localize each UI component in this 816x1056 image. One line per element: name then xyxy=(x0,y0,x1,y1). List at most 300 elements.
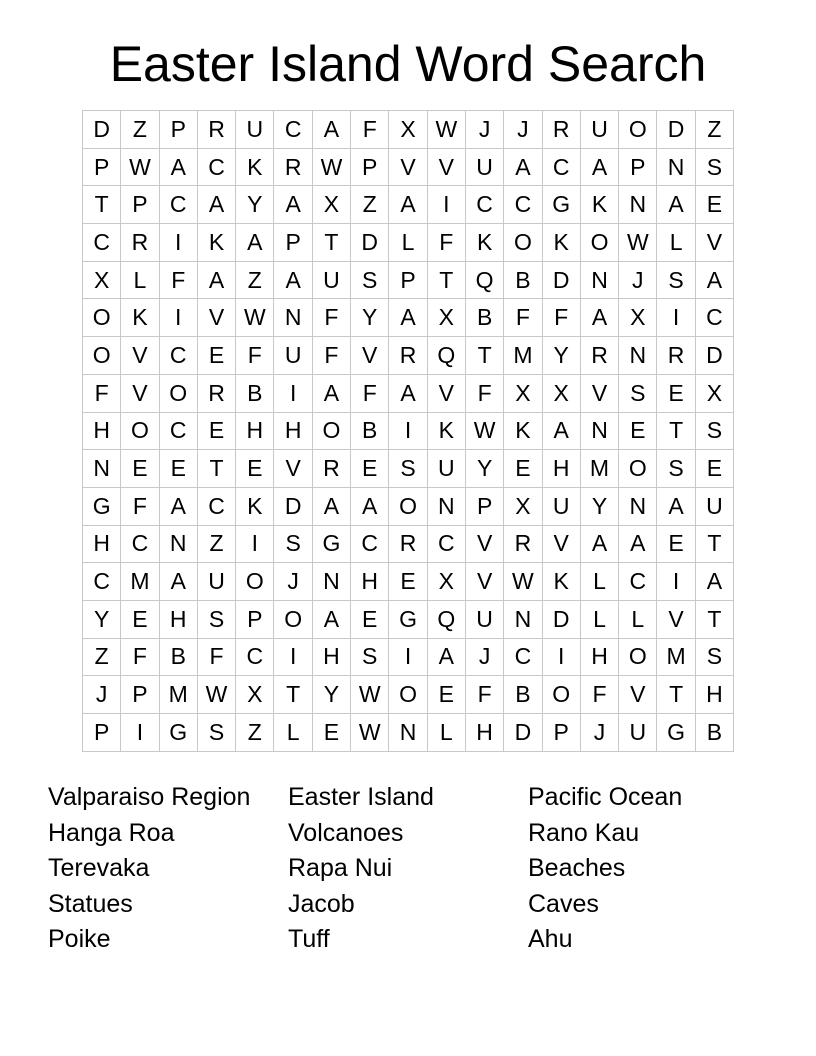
grid-cell: E xyxy=(657,374,695,412)
grid-cell: X xyxy=(389,111,427,149)
grid-cell: X xyxy=(427,299,465,337)
grid-cell: E xyxy=(427,676,465,714)
grid-cell: S xyxy=(351,261,389,299)
grid-cell: V xyxy=(274,450,312,488)
grid-cell: A xyxy=(580,299,618,337)
grid-cell: T xyxy=(695,600,733,638)
grid-cell: Y xyxy=(83,600,121,638)
grid-cell: F xyxy=(580,676,618,714)
grid-cell: P xyxy=(121,676,159,714)
grid-cell: C xyxy=(619,563,657,601)
grid-cell: I xyxy=(274,638,312,676)
grid-cell: E xyxy=(197,337,235,375)
grid-cell: Y xyxy=(465,450,503,488)
grid-cell: P xyxy=(121,186,159,224)
grid-cell: U xyxy=(695,487,733,525)
grid-cell: N xyxy=(619,186,657,224)
grid-cell: E xyxy=(504,450,542,488)
grid-cell: I xyxy=(274,374,312,412)
grid-cell: B xyxy=(159,638,197,676)
grid-cell: S xyxy=(274,525,312,563)
grid-cell: N xyxy=(83,450,121,488)
grid-cell: L xyxy=(580,600,618,638)
grid-cell: K xyxy=(580,186,618,224)
grid-cell: U xyxy=(465,600,503,638)
grid-cell: O xyxy=(83,299,121,337)
grid-cell: F xyxy=(504,299,542,337)
grid-cell: B xyxy=(695,714,733,752)
grid-cell: F xyxy=(465,676,503,714)
grid-cell: R xyxy=(312,450,350,488)
grid-cell: O xyxy=(619,111,657,149)
grid-cell: O xyxy=(159,374,197,412)
grid-cell: E xyxy=(389,563,427,601)
grid-cell: B xyxy=(351,412,389,450)
grid-cell: U xyxy=(465,148,503,186)
grid-cell: J xyxy=(465,111,503,149)
grid-cell: O xyxy=(312,412,350,450)
grid-cell: K xyxy=(236,487,274,525)
grid-cell: E xyxy=(695,450,733,488)
grid-cell: I xyxy=(159,224,197,262)
grid-cell: H xyxy=(312,638,350,676)
grid-cell: Q xyxy=(427,337,465,375)
grid-cell: A xyxy=(580,148,618,186)
grid-cell: O xyxy=(389,487,427,525)
grid-cell: M xyxy=(159,676,197,714)
grid-cell: I xyxy=(657,563,695,601)
grid-row xyxy=(83,224,734,262)
grid-cell: A xyxy=(695,261,733,299)
grid-row xyxy=(83,111,734,149)
grid-cell: V xyxy=(427,374,465,412)
grid-cell: A xyxy=(580,525,618,563)
grid-cell: Q xyxy=(427,600,465,638)
grid-cell: K xyxy=(542,224,580,262)
grid-cell: A xyxy=(542,412,580,450)
grid-cell: G xyxy=(312,525,350,563)
grid-cell: X xyxy=(695,374,733,412)
grid-cell: O xyxy=(121,412,159,450)
grid-cell: S xyxy=(695,148,733,186)
grid-cell: F xyxy=(465,374,503,412)
grid-cell: W xyxy=(351,676,389,714)
grid-cell: N xyxy=(619,487,657,525)
grid-cell: O xyxy=(236,563,274,601)
grid-cell: U xyxy=(197,563,235,601)
grid-cell: J xyxy=(274,563,312,601)
grid-cell: B xyxy=(236,374,274,412)
grid-cell: N xyxy=(580,261,618,299)
grid-cell: F xyxy=(542,299,580,337)
grid-cell: E xyxy=(121,450,159,488)
grid-cell: U xyxy=(236,111,274,149)
grid-cell: B xyxy=(465,299,503,337)
grid-cell: E xyxy=(619,412,657,450)
grid-cell: O xyxy=(542,676,580,714)
grid-cell: A xyxy=(657,487,695,525)
grid-cell: P xyxy=(389,261,427,299)
grid-cell: U xyxy=(619,714,657,752)
grid-cell: H xyxy=(542,450,580,488)
grid-cell: P xyxy=(83,714,121,752)
grid-cell: K xyxy=(542,563,580,601)
grid-cell: S xyxy=(695,412,733,450)
grid-cell: R xyxy=(389,337,427,375)
grid-cell: V xyxy=(542,525,580,563)
word-list-item: Terevaka xyxy=(48,854,150,882)
grid-cell: R xyxy=(580,337,618,375)
grid-cell: Q xyxy=(465,261,503,299)
grid-cell: K xyxy=(236,148,274,186)
grid-cell: H xyxy=(83,412,121,450)
grid-cell: A xyxy=(657,186,695,224)
grid-cell: F xyxy=(197,638,235,676)
grid-cell: H xyxy=(465,714,503,752)
grid-cell: L xyxy=(657,224,695,262)
grid-cell: L xyxy=(389,224,427,262)
grid-cell: R xyxy=(197,374,235,412)
grid-cell: V xyxy=(121,374,159,412)
grid-row xyxy=(83,638,734,676)
grid-cell: C xyxy=(695,299,733,337)
grid-cell: Z xyxy=(236,714,274,752)
grid-cell: N xyxy=(389,714,427,752)
grid-cell: R xyxy=(542,111,580,149)
grid-cell: T xyxy=(274,676,312,714)
word-list-item: Hanga Roa xyxy=(48,818,175,847)
grid-cell: T xyxy=(312,224,350,262)
grid-cell: S xyxy=(351,638,389,676)
grid-cell: L xyxy=(619,600,657,638)
grid-cell: A xyxy=(695,563,733,601)
grid-cell: L xyxy=(274,714,312,752)
grid-cell: C xyxy=(465,186,503,224)
grid-cell: G xyxy=(657,714,695,752)
grid-cell: U xyxy=(580,111,618,149)
word-list-item: Valparaiso Region xyxy=(48,783,251,811)
grid-cell: V xyxy=(121,337,159,375)
grid-cell: G xyxy=(542,186,580,224)
grid-row xyxy=(83,676,734,714)
grid-cell: N xyxy=(657,148,695,186)
grid-cell: T xyxy=(695,525,733,563)
grid-cell: Y xyxy=(542,337,580,375)
grid-cell: V xyxy=(580,374,618,412)
grid-cell: A xyxy=(312,374,350,412)
grid-cell: C xyxy=(83,224,121,262)
grid-cell: Y xyxy=(312,676,350,714)
grid-cell: A xyxy=(312,487,350,525)
word-list-item: Ahu xyxy=(528,925,573,953)
grid-cell: A xyxy=(504,148,542,186)
grid-cell: W xyxy=(312,148,350,186)
grid-cell: G xyxy=(159,714,197,752)
word-list-item: Rano Kau xyxy=(528,818,640,847)
grid-cell: W xyxy=(197,676,235,714)
grid-cell: R xyxy=(274,148,312,186)
grid-cell: H xyxy=(274,412,312,450)
word-list-item: Statues xyxy=(48,889,133,918)
grid-cell: X xyxy=(236,676,274,714)
grid-cell: D xyxy=(542,600,580,638)
grid-cell: A xyxy=(427,638,465,676)
word-list-item: Volcanoes xyxy=(288,818,404,847)
grid-cell: A xyxy=(159,563,197,601)
grid-cell: C xyxy=(274,111,312,149)
grid-cell: I xyxy=(236,525,274,563)
grid-cell: C xyxy=(427,525,465,563)
grid-cell: V xyxy=(427,148,465,186)
grid-cell: D xyxy=(695,337,733,375)
grid-row xyxy=(83,450,734,488)
grid-cell: N xyxy=(312,563,350,601)
grid-cell: J xyxy=(504,111,542,149)
grid-cell: H xyxy=(695,676,733,714)
grid-cell: K xyxy=(465,224,503,262)
grid-cell: A xyxy=(159,487,197,525)
grid-cell: E xyxy=(197,412,235,450)
grid-cell: V xyxy=(389,148,427,186)
grid-cell: F xyxy=(121,638,159,676)
grid-cell: I xyxy=(121,714,159,752)
grid-cell: R xyxy=(121,224,159,262)
grid-cell: X xyxy=(83,261,121,299)
grid-cell: A xyxy=(197,186,235,224)
grid-cell: X xyxy=(619,299,657,337)
grid-row xyxy=(83,525,734,563)
grid-cell: W xyxy=(504,563,542,601)
grid-cell: S xyxy=(657,450,695,488)
grid-cell: D xyxy=(542,261,580,299)
grid-cell: W xyxy=(351,714,389,752)
grid-cell: F xyxy=(351,111,389,149)
word-search-grid xyxy=(82,110,734,752)
grid-cell: C xyxy=(121,525,159,563)
grid-cell: C xyxy=(159,412,197,450)
grid-cell: P xyxy=(83,148,121,186)
grid-cell: P xyxy=(236,600,274,638)
grid-cell: N xyxy=(274,299,312,337)
grid-cell: W xyxy=(619,224,657,262)
grid-cell: E xyxy=(236,450,274,488)
grid-cell: M xyxy=(580,450,618,488)
grid-cell: I xyxy=(427,186,465,224)
grid-cell: B xyxy=(504,676,542,714)
grid-cell: C xyxy=(197,148,235,186)
grid-cell: K xyxy=(197,224,235,262)
grid-cell: E xyxy=(657,525,695,563)
grid-cell: F xyxy=(351,374,389,412)
grid-cell: R xyxy=(197,111,235,149)
grid-cell: K xyxy=(504,412,542,450)
grid-cell: X xyxy=(504,374,542,412)
grid-cell: Y xyxy=(236,186,274,224)
grid-cell: K xyxy=(427,412,465,450)
grid-cell: S xyxy=(389,450,427,488)
grid-cell: U xyxy=(274,337,312,375)
grid-cell: C xyxy=(197,487,235,525)
grid-row xyxy=(83,337,734,375)
grid-cell: Z xyxy=(236,261,274,299)
grid-cell: X xyxy=(504,487,542,525)
grid-cell: P xyxy=(274,224,312,262)
grid-cell: V xyxy=(351,337,389,375)
grid-cell: E xyxy=(159,450,197,488)
grid-cell: N xyxy=(580,412,618,450)
grid-cell: N xyxy=(504,600,542,638)
grid-cell: F xyxy=(159,261,197,299)
grid-cell: V xyxy=(657,600,695,638)
grid-cell: L xyxy=(121,261,159,299)
grid-cell: P xyxy=(465,487,503,525)
grid-cell: P xyxy=(351,148,389,186)
grid-cell: F xyxy=(236,337,274,375)
grid-cell: W xyxy=(465,412,503,450)
grid-cell: O xyxy=(504,224,542,262)
grid-cell: Z xyxy=(695,111,733,149)
grid-cell: A xyxy=(312,600,350,638)
grid-cell: A xyxy=(312,111,350,149)
grid-cell: S xyxy=(695,638,733,676)
grid-cell: L xyxy=(580,563,618,601)
grid-cell: F xyxy=(427,224,465,262)
page-title: Easter Island Word Search xyxy=(109,36,707,92)
grid-cell: E xyxy=(351,450,389,488)
grid-cell: A xyxy=(236,224,274,262)
grid-cell: N xyxy=(619,337,657,375)
grid-cell: I xyxy=(389,412,427,450)
grid-row xyxy=(83,714,734,752)
grid-cell: J xyxy=(465,638,503,676)
grid-cell: M xyxy=(121,563,159,601)
grid-cell: I xyxy=(389,638,427,676)
grid-cell: S xyxy=(619,374,657,412)
grid-cell: E xyxy=(351,600,389,638)
grid-row xyxy=(83,563,734,601)
grid-cell: Z xyxy=(197,525,235,563)
grid-cell: H xyxy=(351,563,389,601)
grid-cell: C xyxy=(236,638,274,676)
grid-cell: O xyxy=(619,450,657,488)
grid-cell: P xyxy=(159,111,197,149)
word-list-item: Beaches xyxy=(528,854,626,882)
grid-cell: Y xyxy=(580,487,618,525)
grid-cell: V xyxy=(197,299,235,337)
grid-cell: F xyxy=(312,299,350,337)
grid-cell: C xyxy=(504,638,542,676)
word-list-item: Caves xyxy=(528,889,599,918)
word-list-item: Tuff xyxy=(288,925,330,953)
grid-cell: S xyxy=(197,600,235,638)
grid-cell: A xyxy=(389,299,427,337)
grid-cell: A xyxy=(389,374,427,412)
grid-cell: M xyxy=(657,638,695,676)
grid-cell: O xyxy=(580,224,618,262)
word-list-item: Poike xyxy=(48,925,111,953)
grid-cell: A xyxy=(159,148,197,186)
grid-cell: X xyxy=(427,563,465,601)
grid-cell: U xyxy=(312,261,350,299)
grid-cell: E xyxy=(121,600,159,638)
grid-cell: R xyxy=(504,525,542,563)
word-list-item: Rapa Nui xyxy=(288,854,393,882)
grid-cell: O xyxy=(389,676,427,714)
grid-cell: I xyxy=(657,299,695,337)
grid-cell: U xyxy=(427,450,465,488)
grid-cell: T xyxy=(427,261,465,299)
grid-cell: D xyxy=(351,224,389,262)
grid-cell: E xyxy=(695,186,733,224)
grid-cell: W xyxy=(121,148,159,186)
grid-cell: T xyxy=(83,186,121,224)
grid-cell: H xyxy=(83,525,121,563)
grid-cell: F xyxy=(312,337,350,375)
grid-cell: P xyxy=(619,148,657,186)
word-list-item: Easter Island xyxy=(288,783,434,811)
grid-cell: O xyxy=(83,337,121,375)
grid-cell: I xyxy=(159,299,197,337)
grid-cell: T xyxy=(657,412,695,450)
grid-cell: A xyxy=(351,487,389,525)
grid-cell: D xyxy=(504,714,542,752)
grid-row xyxy=(83,374,734,412)
grid-cell: F xyxy=(83,374,121,412)
grid-cell: V xyxy=(465,563,503,601)
grid-row xyxy=(83,412,734,450)
grid-cell: A xyxy=(389,186,427,224)
grid-cell: K xyxy=(121,299,159,337)
grid-cell: X xyxy=(312,186,350,224)
grid-row xyxy=(83,487,734,525)
grid-cell: A xyxy=(274,186,312,224)
grid-cell: G xyxy=(389,600,427,638)
grid-cell: R xyxy=(389,525,427,563)
grid-row xyxy=(83,299,734,337)
grid-cell: Y xyxy=(351,299,389,337)
grid-cell: X xyxy=(542,374,580,412)
grid-cell: N xyxy=(427,487,465,525)
word-list-item: Jacob xyxy=(288,889,355,918)
grid-cell: W xyxy=(236,299,274,337)
grid-cell: E xyxy=(312,714,350,752)
grid-cell: U xyxy=(542,487,580,525)
grid-cell: T xyxy=(465,337,503,375)
grid-cell: T xyxy=(197,450,235,488)
grid-cell: N xyxy=(159,525,197,563)
grid-cell: A xyxy=(197,261,235,299)
grid-cell: R xyxy=(657,337,695,375)
grid-cell: H xyxy=(159,600,197,638)
grid-cell: H xyxy=(236,412,274,450)
grid-cell: A xyxy=(274,261,312,299)
grid-cell: J xyxy=(83,676,121,714)
word-list xyxy=(48,780,768,958)
grid-cell: C xyxy=(504,186,542,224)
grid-cell: C xyxy=(351,525,389,563)
grid-cell: F xyxy=(121,487,159,525)
grid-cell: V xyxy=(619,676,657,714)
grid-cell: V xyxy=(465,525,503,563)
grid-cell: O xyxy=(274,600,312,638)
grid-cell: S xyxy=(657,261,695,299)
word-list-item: Pacific Ocean xyxy=(528,783,683,811)
grid-cell: B xyxy=(504,261,542,299)
grid-cell: J xyxy=(619,261,657,299)
grid-cell: H xyxy=(580,638,618,676)
grid-cell: T xyxy=(657,676,695,714)
grid-row xyxy=(83,186,734,224)
